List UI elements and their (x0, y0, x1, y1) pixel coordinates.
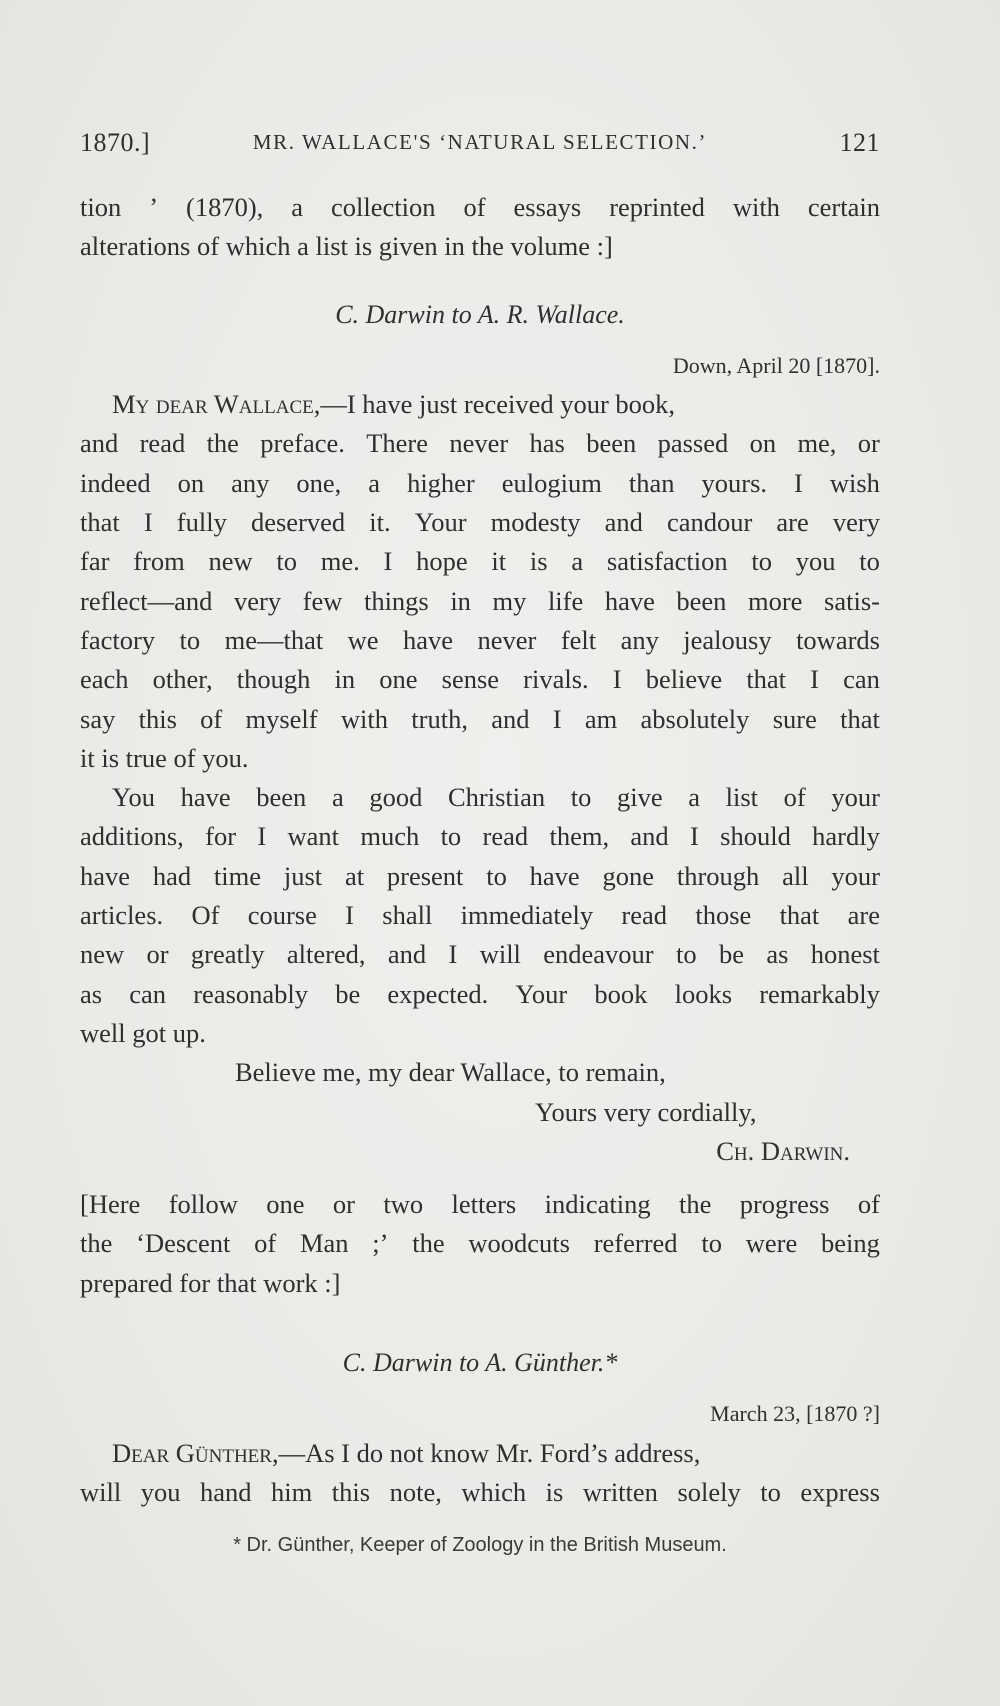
letter-first-line (80, 385, 880, 424)
editorial-line: the ‘Descent of Man ;’ the woodcuts referred to were being (80, 1228, 880, 1259)
text-line: articles. Of course I shall immediately read those that are (80, 900, 880, 931)
closing-line: Yours very cordially, (535, 1096, 757, 1127)
intro-line: tion ’ (1870), a collection of essays reprinted with certain (80, 192, 880, 222)
page-number: 121 (839, 128, 880, 157)
running-head-year: 1870.] (80, 128, 151, 157)
letter-heading: C. Darwin to A. R. Wallace. (335, 299, 625, 329)
intro-line: alterations of which a list is given in the volume :] (80, 231, 613, 262)
text-line: will you hand him this note, which is written solely to express (80, 1476, 880, 1507)
text-line: additions, for I want much to read them, and I should hardly (80, 821, 880, 852)
signature: Ch. Darwin. (716, 1135, 850, 1166)
salutation: Dear Günther, (112, 1437, 279, 1468)
editorial-line: [Here follow one or two letters indicating the progress of (80, 1189, 880, 1220)
text-line: say this of myself with truth, and I am absolutely sure that (80, 703, 880, 734)
footnote: * Dr. Günther, Keeper of Zoology in the British Museum. (233, 1534, 727, 1556)
letter-heading: C. Darwin to A. Günther.* (342, 1348, 618, 1378)
text-line: —As I do not know Mr. Ford’s address, (278, 1437, 701, 1468)
text-line: far from new to me. I hope it is a satisfaction to you to (80, 546, 880, 577)
running-head (80, 128, 880, 168)
text-line: each other, though in one sense rivals. I believe that I can (80, 664, 880, 695)
editorial-line: prepared for that work :] (80, 1267, 341, 1298)
closing-line: Believe me, my dear Wallace, to remain, (235, 1057, 666, 1088)
text-line: You have been a good Christian to give a list of your (112, 782, 880, 813)
text-line: have had time just at present to have gone through all your (80, 860, 880, 891)
letter-dateline: Down, April 20 [1870]. (672, 352, 880, 378)
running-head-title: MR. WALLACE'S ‘NATURAL SELECTION.’ (252, 130, 708, 154)
text-line: as can reasonably be expected. Your book looks remarkably (80, 978, 880, 1009)
page-body (80, 188, 880, 1512)
text-line: factory to me—that we have never felt any jealousy towards (80, 624, 880, 655)
salutation: My dear Wallace, (112, 389, 321, 420)
text-line: reflect—and very few things in my life have been more satis- (80, 585, 880, 616)
text-line: new or greatly altered, and I will endeavour to be as honest (80, 939, 880, 970)
text-line: indeed on any one, a higher eulogium than yours. I wish (80, 467, 880, 498)
text-line: well got up. (80, 1017, 206, 1048)
text-line: and read the preface. There never has been passed on me, or (80, 428, 880, 459)
letter-dateline: March 23, [1870 ?] (710, 1401, 880, 1427)
text-line: that I fully deserved it. Your modesty and candour are very (80, 507, 880, 538)
letter-first-line (80, 1434, 880, 1473)
text-line: —I have just received your book, (320, 389, 676, 420)
text-line: it is true of you. (80, 742, 249, 773)
